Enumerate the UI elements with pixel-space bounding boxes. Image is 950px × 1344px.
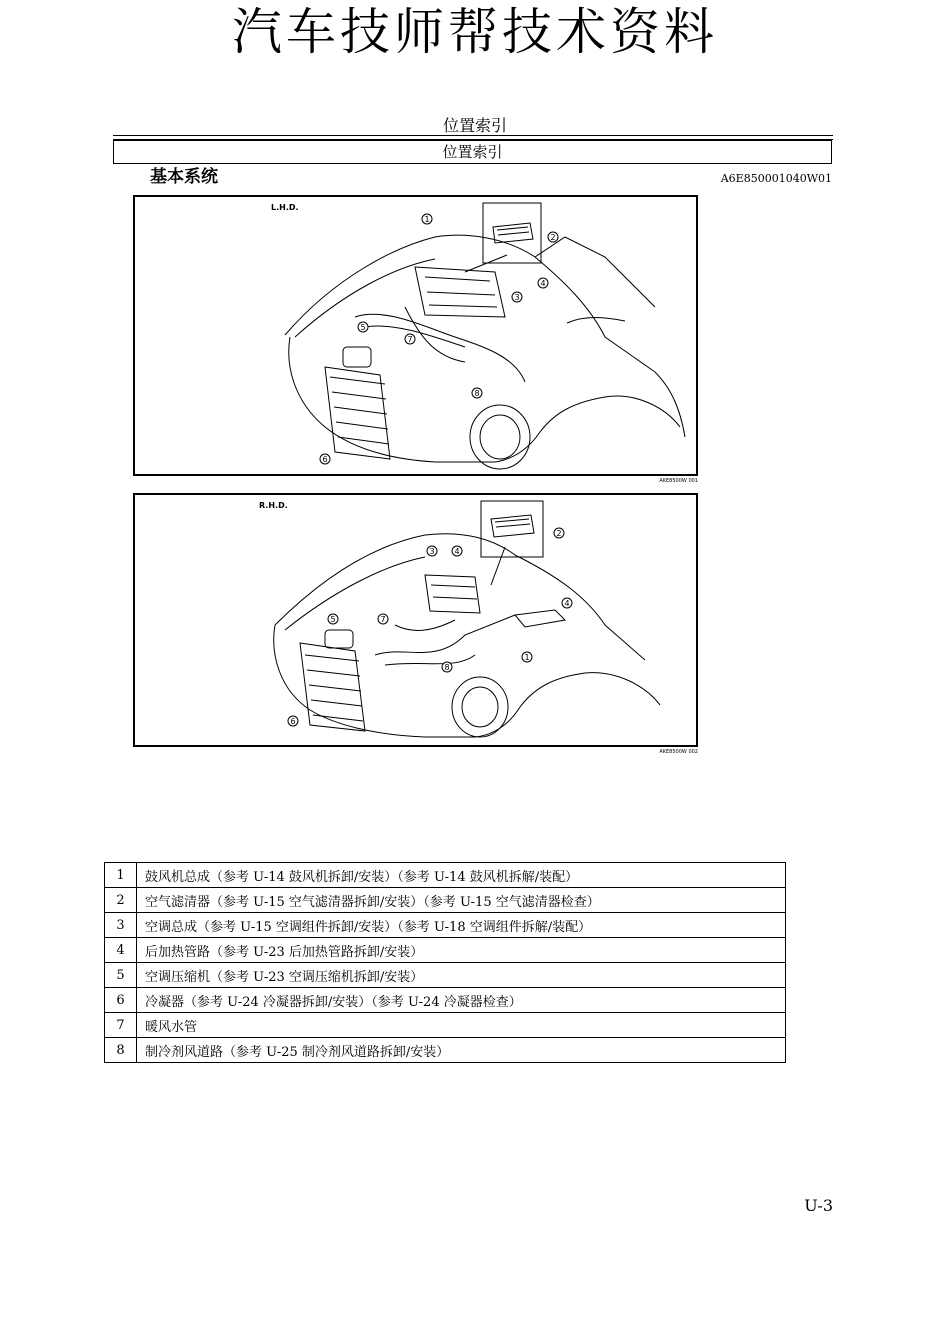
- table-row: [105, 863, 786, 888]
- part-description: 制冷剂风道路（参考 U-25 制冷剂风道路拆卸/安装）: [137, 1038, 786, 1063]
- table-row: [105, 1038, 786, 1063]
- part-number: 1: [105, 863, 137, 888]
- callout-5: [358, 322, 368, 332]
- part-description: 暖风水管: [137, 1013, 786, 1038]
- callout-4b: [562, 598, 572, 608]
- part-number: 6: [105, 988, 137, 1013]
- part-description: 空调总成（参考 U-15 空调组件拆卸/安装）（参考 U-18 空调组件拆解/装配）: [137, 913, 786, 938]
- figure-rhd: [133, 493, 698, 747]
- page-title: 位置索引: [442, 116, 507, 135]
- figure-lhd: [133, 195, 698, 476]
- svg-text:7: 7: [380, 615, 386, 624]
- figure-drive-label: L.H.D.: [271, 203, 299, 212]
- callout-4: [538, 278, 548, 288]
- svg-text:4: 4: [454, 547, 460, 556]
- part-number: 3: [105, 913, 137, 938]
- lhd-engine-bay-illustration: [135, 197, 696, 474]
- callout-5: [328, 614, 338, 624]
- callout-8: [472, 388, 482, 398]
- part-description: 空调压缩机（参考 U-23 空调压缩机拆卸/安装）: [137, 963, 786, 988]
- svg-text:7: 7: [407, 335, 413, 344]
- part-description: 后加热管路（参考 U-23 后加热管路拆卸/安装）: [137, 938, 786, 963]
- part-description: 鼓风机总成（参考 U-14 鼓风机拆卸/安装）（参考 U-14 鼓风机拆解/装配）: [137, 863, 786, 888]
- callout-7: [405, 334, 415, 344]
- part-number: 8: [105, 1038, 137, 1063]
- table-row: [105, 888, 786, 913]
- svg-text:5: 5: [360, 323, 366, 332]
- callout-8: [442, 662, 452, 672]
- svg-text:6: 6: [322, 455, 328, 464]
- table-row: [105, 988, 786, 1013]
- document-code: A6E850001040W01: [720, 172, 832, 185]
- svg-text:5: 5: [330, 615, 336, 624]
- table-row: [105, 913, 786, 938]
- callout-3: [512, 292, 522, 302]
- part-number: 2: [105, 888, 137, 913]
- svg-text:2: 2: [556, 529, 562, 538]
- figure-code: AKE8500W 001: [659, 478, 698, 484]
- callout-1: [522, 652, 532, 662]
- watermark-title: 汽车技师帮技术资料: [232, 3, 718, 61]
- figure-code: AKE8500W 002: [659, 749, 698, 755]
- svg-text:1: 1: [424, 215, 430, 224]
- svg-text:6: 6: [290, 717, 296, 726]
- callout-1: [422, 214, 432, 224]
- table-row: [105, 938, 786, 963]
- part-description: 空气滤清器（参考 U-15 空气滤清器拆卸/安装）（参考 U-15 空气滤清器检查）: [137, 888, 786, 913]
- section-heading: 基本系统: [150, 167, 218, 187]
- svg-text:3: 3: [429, 547, 435, 556]
- svg-text:2: 2: [550, 233, 556, 242]
- part-description: 冷凝器（参考 U-24 冷凝器拆卸/安装）（参考 U-24 冷凝器检查）: [137, 988, 786, 1013]
- svg-text:4: 4: [540, 279, 546, 288]
- page-number: U-3: [804, 1196, 833, 1215]
- callout-4a: [452, 546, 462, 556]
- callout-6: [288, 716, 298, 726]
- rhd-engine-bay-illustration: [135, 495, 696, 745]
- callout-3: [427, 546, 437, 556]
- table-row: [105, 963, 786, 988]
- callout-6: [320, 454, 330, 464]
- svg-text:8: 8: [474, 389, 480, 398]
- part-number: 7: [105, 1013, 137, 1038]
- svg-text:3: 3: [514, 293, 520, 302]
- callout-2: [554, 528, 564, 538]
- part-number: 5: [105, 963, 137, 988]
- section-box-title: 位置索引: [113, 140, 832, 164]
- table-row: [105, 1013, 786, 1038]
- callout-7: [378, 614, 388, 624]
- svg-text:1: 1: [524, 653, 530, 662]
- callout-2: [548, 232, 558, 242]
- parts-index-table: [104, 862, 786, 1063]
- svg-text:8: 8: [444, 663, 450, 672]
- figure-drive-label: R.H.D.: [259, 501, 288, 510]
- svg-text:4: 4: [564, 599, 570, 608]
- part-number: 4: [105, 938, 137, 963]
